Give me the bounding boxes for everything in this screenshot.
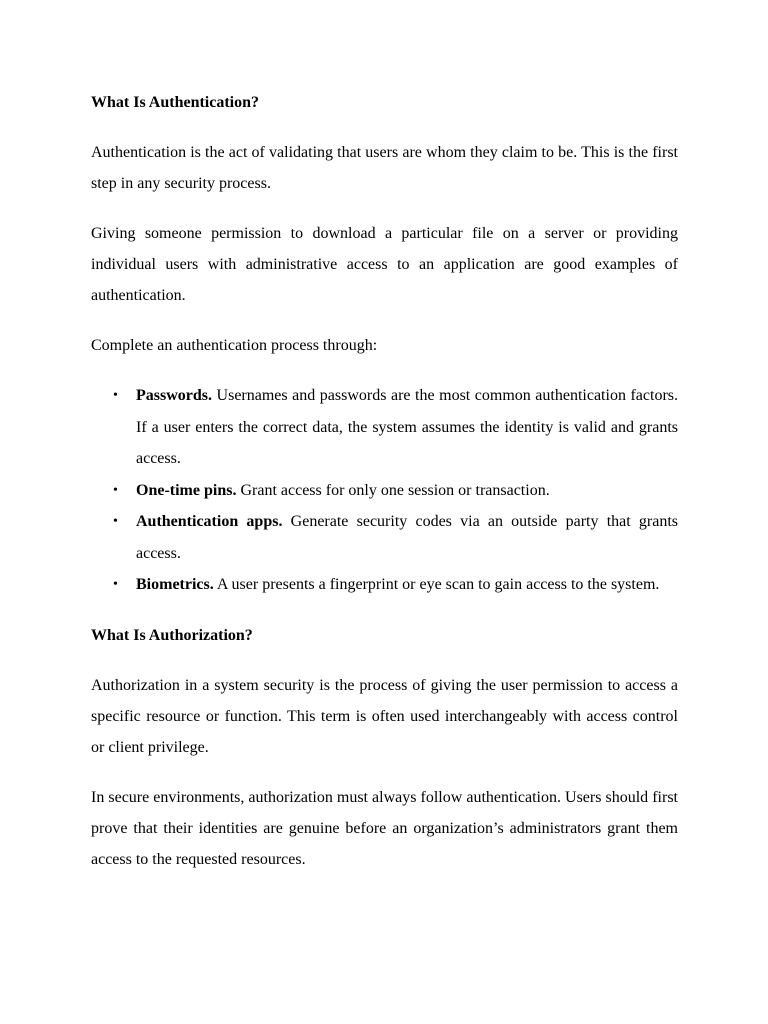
paragraph-authentication-examples: Giving someone permission to download a particular file on a server or providing individual users with administrative access to an application are good examples of authentication.: [91, 225, 678, 304]
list-item-authentication-apps: [91, 506, 678, 569]
paragraph-authentication-process-intro: Complete an authentication process through:: [91, 337, 378, 354]
list-item-term: Passwords.: [136, 387, 213, 404]
list-item-text: Grant access for only one session or transaction.: [236, 481, 550, 499]
paragraph-authentication-definition: Authentication is the act of validating that users are whom they claim to be. This is the first step in any security process.: [91, 144, 678, 192]
list-item-passwords: [91, 380, 678, 475]
list-item-text: A user presents a fingerprint or eye scan to gain access to the system.: [213, 576, 660, 593]
list-item-term: Authentication apps.: [136, 513, 283, 530]
heading-authentication: What Is Authentication?: [91, 94, 260, 111]
paragraph-authorization-definition: Authorization in a system security is the process of giving the user permission to access a specific resource or function. This term is often used interchangeably with access control or client privilege.: [91, 676, 678, 756]
list-item-biometrics: [91, 569, 678, 601]
bullet-icon: •: [113, 388, 118, 403]
bullet-icon: •: [113, 577, 118, 592]
heading-authorization: What Is Authorization?: [91, 626, 253, 644]
list-item-text: Generate security codes via an outside party that grants access.: [136, 513, 679, 562]
list-item-term: Biometrics.: [136, 576, 214, 593]
paragraph-authorization-order: In secure environments, authorization must always follow authentication. Users should first prove that their identities are genuine before an organization’s administrators grant them access to the requested resources.: [91, 788, 678, 868]
bullet-icon: •: [113, 514, 118, 529]
list-item-term: One-time pins.: [136, 481, 237, 499]
list-item-text: Usernames and passwords are the most common authentication factors. If a user enters the correct data, the system assumes the identity is valid and grants access.: [136, 387, 678, 467]
document-body: [91, 87, 678, 875]
authentication-methods-list: [91, 380, 678, 601]
bullet-icon: •: [113, 482, 118, 498]
list-item-one-time-pins: [91, 475, 678, 507]
